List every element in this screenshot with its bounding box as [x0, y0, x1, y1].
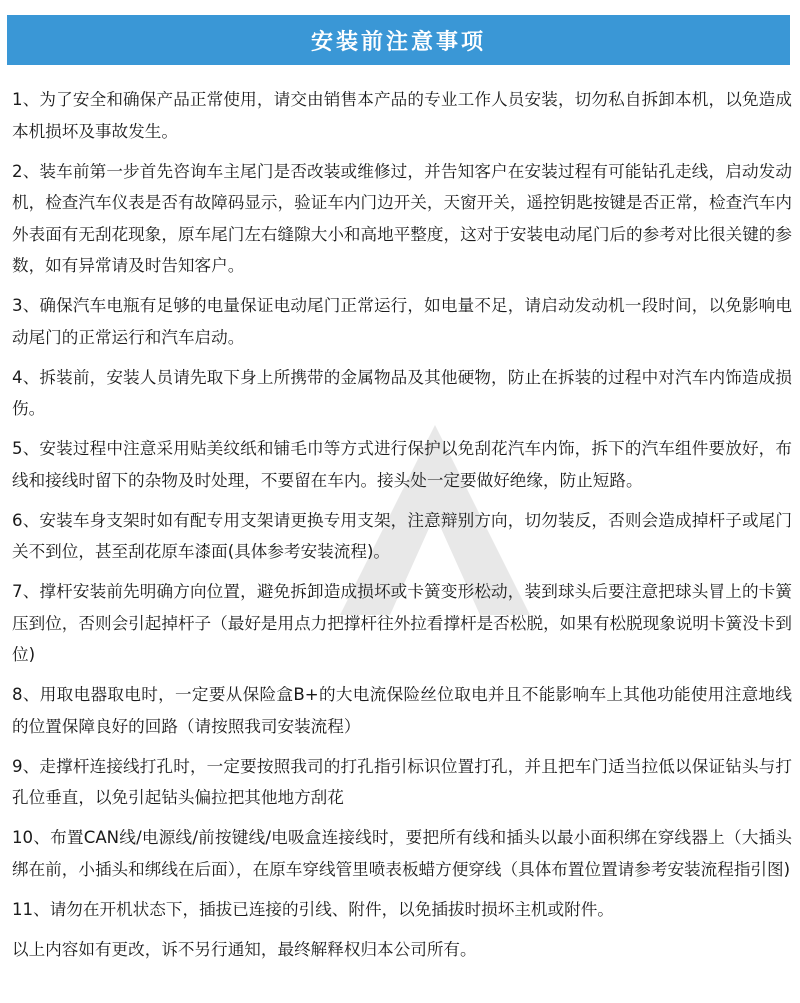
notice-item-1: 1、为了安全和确保产品正常使用，请交由销售本产品的专业工作人员安装，切勿私自拆卸本机，以免造成本机损坏及事故发生。: [12, 90, 792, 141]
notice-item-5: 5、安装过程中注意采用贴美纹纸和铺毛巾等方式进行保护以免刮花汽车内饰，拆下的汽车组件要放好，布线和接线时留下的杂物及时处理，不要留在车内。接头处一定要做好绝缘，防止短路。: [12, 439, 792, 490]
notice-item-9: 9、走撑杆连接线打孔时，一定要按照我司的打孔指引标识位置打孔，并且把车门适当拉低以保证钻头与打孔位垂直，以免引起钻头偏拉把其他地方刮花: [12, 756, 792, 807]
notice-item-3: 3、确保汽车电瓶有足够的电量保证电动尾门正常运行，如电量不足，请启动发动机一段时间，以免影响电动尾门的正常运行和汽车启动。: [12, 296, 792, 347]
notice-item-4: 4、拆装前，安装人员请先取下身上所携带的金属物品及其他硬物，防止在拆装的过程中对汽车内饰造成损伤。: [12, 367, 792, 418]
notice-list: [12, 84, 792, 974]
notice-item-6: 6、安装车身支架时如有配专用支架请更换专用支架，注意辩别方向，切勿装反，否则会造成掉杆子或尾门关不到位，甚至刮花原车漆面(具体参考安装流程)。: [12, 510, 792, 561]
notice-item-11: 11、请勿在开机状态下，插拔已连接的引线、附件，以免插拔时损坏主机或附件。: [12, 899, 614, 919]
notice-item-10: 10、布置CAN线/电源线/前按键线/电吸盒连接线时，要把所有线和插头以最小面积绑在穿线器上（大插头绑在前，小插头和绑线在后面），在原车穿线管里喷表板蜡方便穿线（具体布置位置请参考安装流程指引图): [12, 828, 792, 879]
notice-item-8: 8、用取电器取电时，一定要从保险盒B+的大电流保险丝位取电并且不能影响车上其他功能使用注意地线的位置保障良好的回路（请按照我司安装流程）: [12, 685, 792, 736]
page-title: 安装前注意事项: [310, 29, 486, 55]
notice-item-7: 7、撑杆安装前先明确方向位置，避免拆卸造成损坏或卡簧变形松动，装到球头后要注意把球头冒上的卡簧压到位，否则会引起掉杆子（最好是用点力把撑杆往外拉看撑杆是否松脱，如果有松脱现象说明卡簧没卡到位): [12, 582, 792, 664]
notice-item-2: 2、装车前第一步首先咨询车主尾门是否改装或维修过，并告知客户在安装过程有可能钻孔走线，启动发动机，检查汽车仪表是否有故障码显示，验证车内门边开关，天窗开关，遥控钥匙按键是否正常，检查汽车内外表面有无刮花现象，原车尾门左右缝隙大小和高地平整度，这对于安装电动尾门后的参考对比很关键的参数，如有异常请及时告知客户。: [12, 161, 792, 275]
closing-note: 以上内容如有更改，诉不另行通知，最终解释权归本公司所有。: [12, 939, 477, 959]
title-banner: [7, 15, 790, 65]
